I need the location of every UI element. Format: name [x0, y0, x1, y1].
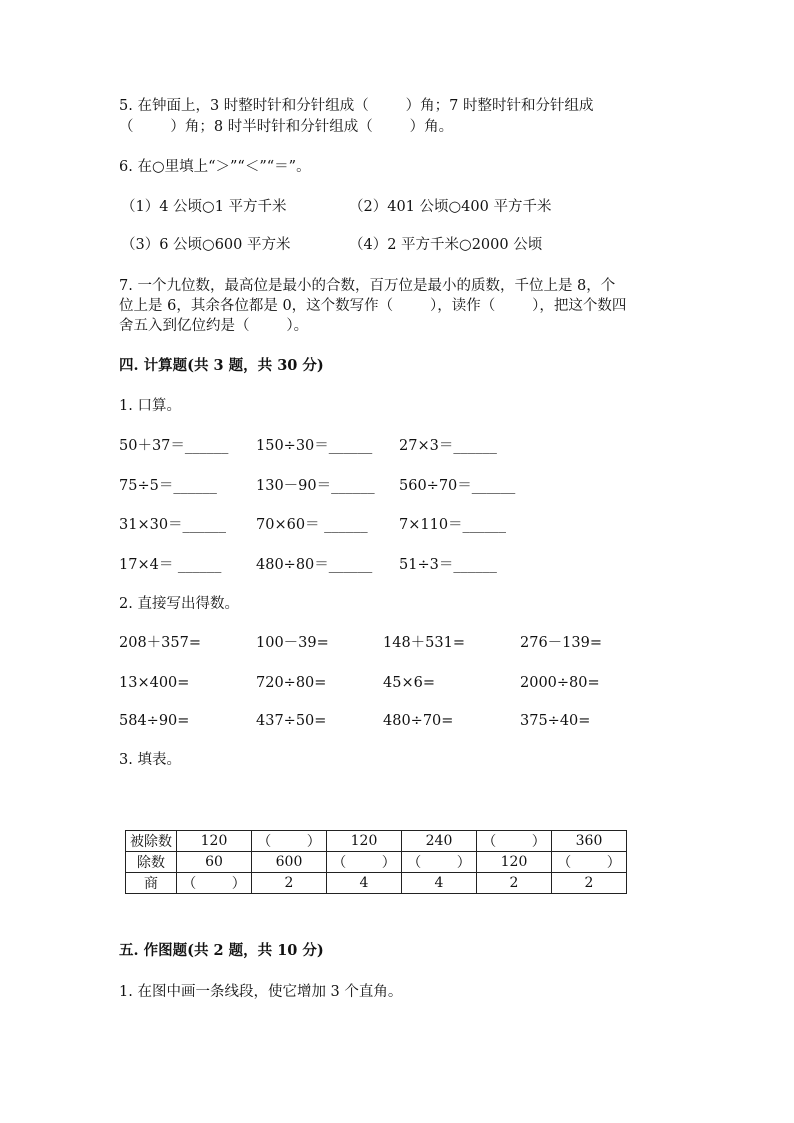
- table-cell: 600: [252, 852, 327, 873]
- q6-item-4: （4）2 平方千米○2000 公顷: [349, 237, 543, 253]
- oral-item: 7×110＝______: [399, 517, 507, 533]
- direct-item: 584÷90=: [119, 713, 190, 729]
- table-row: [126, 873, 627, 894]
- table-cell: 60: [177, 852, 252, 873]
- fill-title: 3. 填表。: [119, 752, 181, 768]
- table-cell: 240: [402, 831, 477, 852]
- oral-item: 27×3＝______: [399, 438, 497, 454]
- q7-line2: 位上是 6，其余各位都是 0，这个数写作（ ），读作（ ），把这个数四: [119, 298, 627, 314]
- table-cell: 120: [177, 831, 252, 852]
- table-row: [126, 831, 627, 852]
- oral-title: 1. 口算。: [119, 398, 181, 414]
- q6-title: 6. 在○里填上“＞”“＜”“＝”。: [119, 159, 311, 175]
- direct-item: 100－39=: [256, 635, 329, 651]
- table-cell: （ ）: [402, 852, 477, 873]
- oral-item: 560÷70＝______: [399, 478, 516, 494]
- direct-item: 276－139=: [520, 635, 603, 651]
- table-cell: 2: [252, 873, 327, 894]
- table-cell: （ ）: [177, 873, 252, 894]
- draw-q1: 1. 在图中画一条线段，使它增加 3 个直角。: [119, 984, 403, 1000]
- row-head: 商: [126, 873, 177, 894]
- table-cell: 360: [552, 831, 627, 852]
- oral-item: 480÷80＝______: [256, 557, 373, 573]
- oral-item: 75÷5＝______: [119, 478, 217, 494]
- section5-title: 五. 作图题(共 2 题，共 10 分): [119, 942, 324, 959]
- direct-item: 208＋357=: [119, 635, 202, 651]
- q7-line1: 7. 一个九位数，最高位是最小的合数，百万位是最小的质数，千位上是 8，个: [119, 278, 616, 294]
- oral-item: 70×60＝ ______: [256, 517, 368, 533]
- direct-item: 480÷70=: [383, 713, 454, 729]
- oral-item: 150÷30＝______: [256, 438, 373, 454]
- q5-line2: （ ）角；8 时半时针和分针组成（ ）角。: [119, 119, 454, 135]
- q6-item-2: （2）401 公顷○400 平方千米: [349, 199, 552, 215]
- table-cell: 120: [327, 831, 402, 852]
- row-head: 被除数: [126, 831, 177, 852]
- q5-line1: 5. 在钟面上，3 时整时针和分针组成（ ）角；7 时整时针和分针组成: [119, 98, 594, 114]
- q6-item-1: （1）4 公顷○1 平方千米: [121, 199, 287, 215]
- table-row: [126, 852, 627, 873]
- table-cell: （ ）: [477, 831, 552, 852]
- table-cell: 4: [327, 873, 402, 894]
- q7-line3: 舍五入到亿位约是（ ）。: [119, 318, 309, 334]
- oral-item: 17×4＝ ______: [119, 557, 222, 573]
- section4-title: 四. 计算题(共 3 题，共 30 分): [119, 357, 324, 374]
- direct-item: 45×6=: [383, 675, 435, 691]
- table-cell: 2: [477, 873, 552, 894]
- direct-item: 148＋531=: [383, 635, 466, 651]
- table-cell: 2: [552, 873, 627, 894]
- q6-item-3: （3）6 公顷○600 平方米: [121, 237, 291, 253]
- oral-item: 31×30＝______: [119, 517, 227, 533]
- row-head: 除数: [126, 852, 177, 873]
- direct-item: 375÷40=: [520, 713, 591, 729]
- oral-item: 51÷3＝______: [399, 557, 497, 573]
- table-cell: 4: [402, 873, 477, 894]
- table-cell: （ ）: [252, 831, 327, 852]
- division-table: [125, 830, 627, 894]
- direct-item: 437÷50=: [256, 713, 327, 729]
- direct-item: 2000÷80=: [520, 675, 600, 691]
- table-cell: （ ）: [327, 852, 402, 873]
- table-cell: 120: [477, 852, 552, 873]
- oral-item: 130－90＝______: [256, 478, 375, 494]
- direct-item: 13×400=: [119, 675, 190, 691]
- direct-title: 2. 直接写出得数。: [119, 596, 239, 612]
- table-cell: （ ）: [552, 852, 627, 873]
- direct-item: 720÷80=: [256, 675, 327, 691]
- oral-item: 50＋37＝______: [119, 438, 229, 454]
